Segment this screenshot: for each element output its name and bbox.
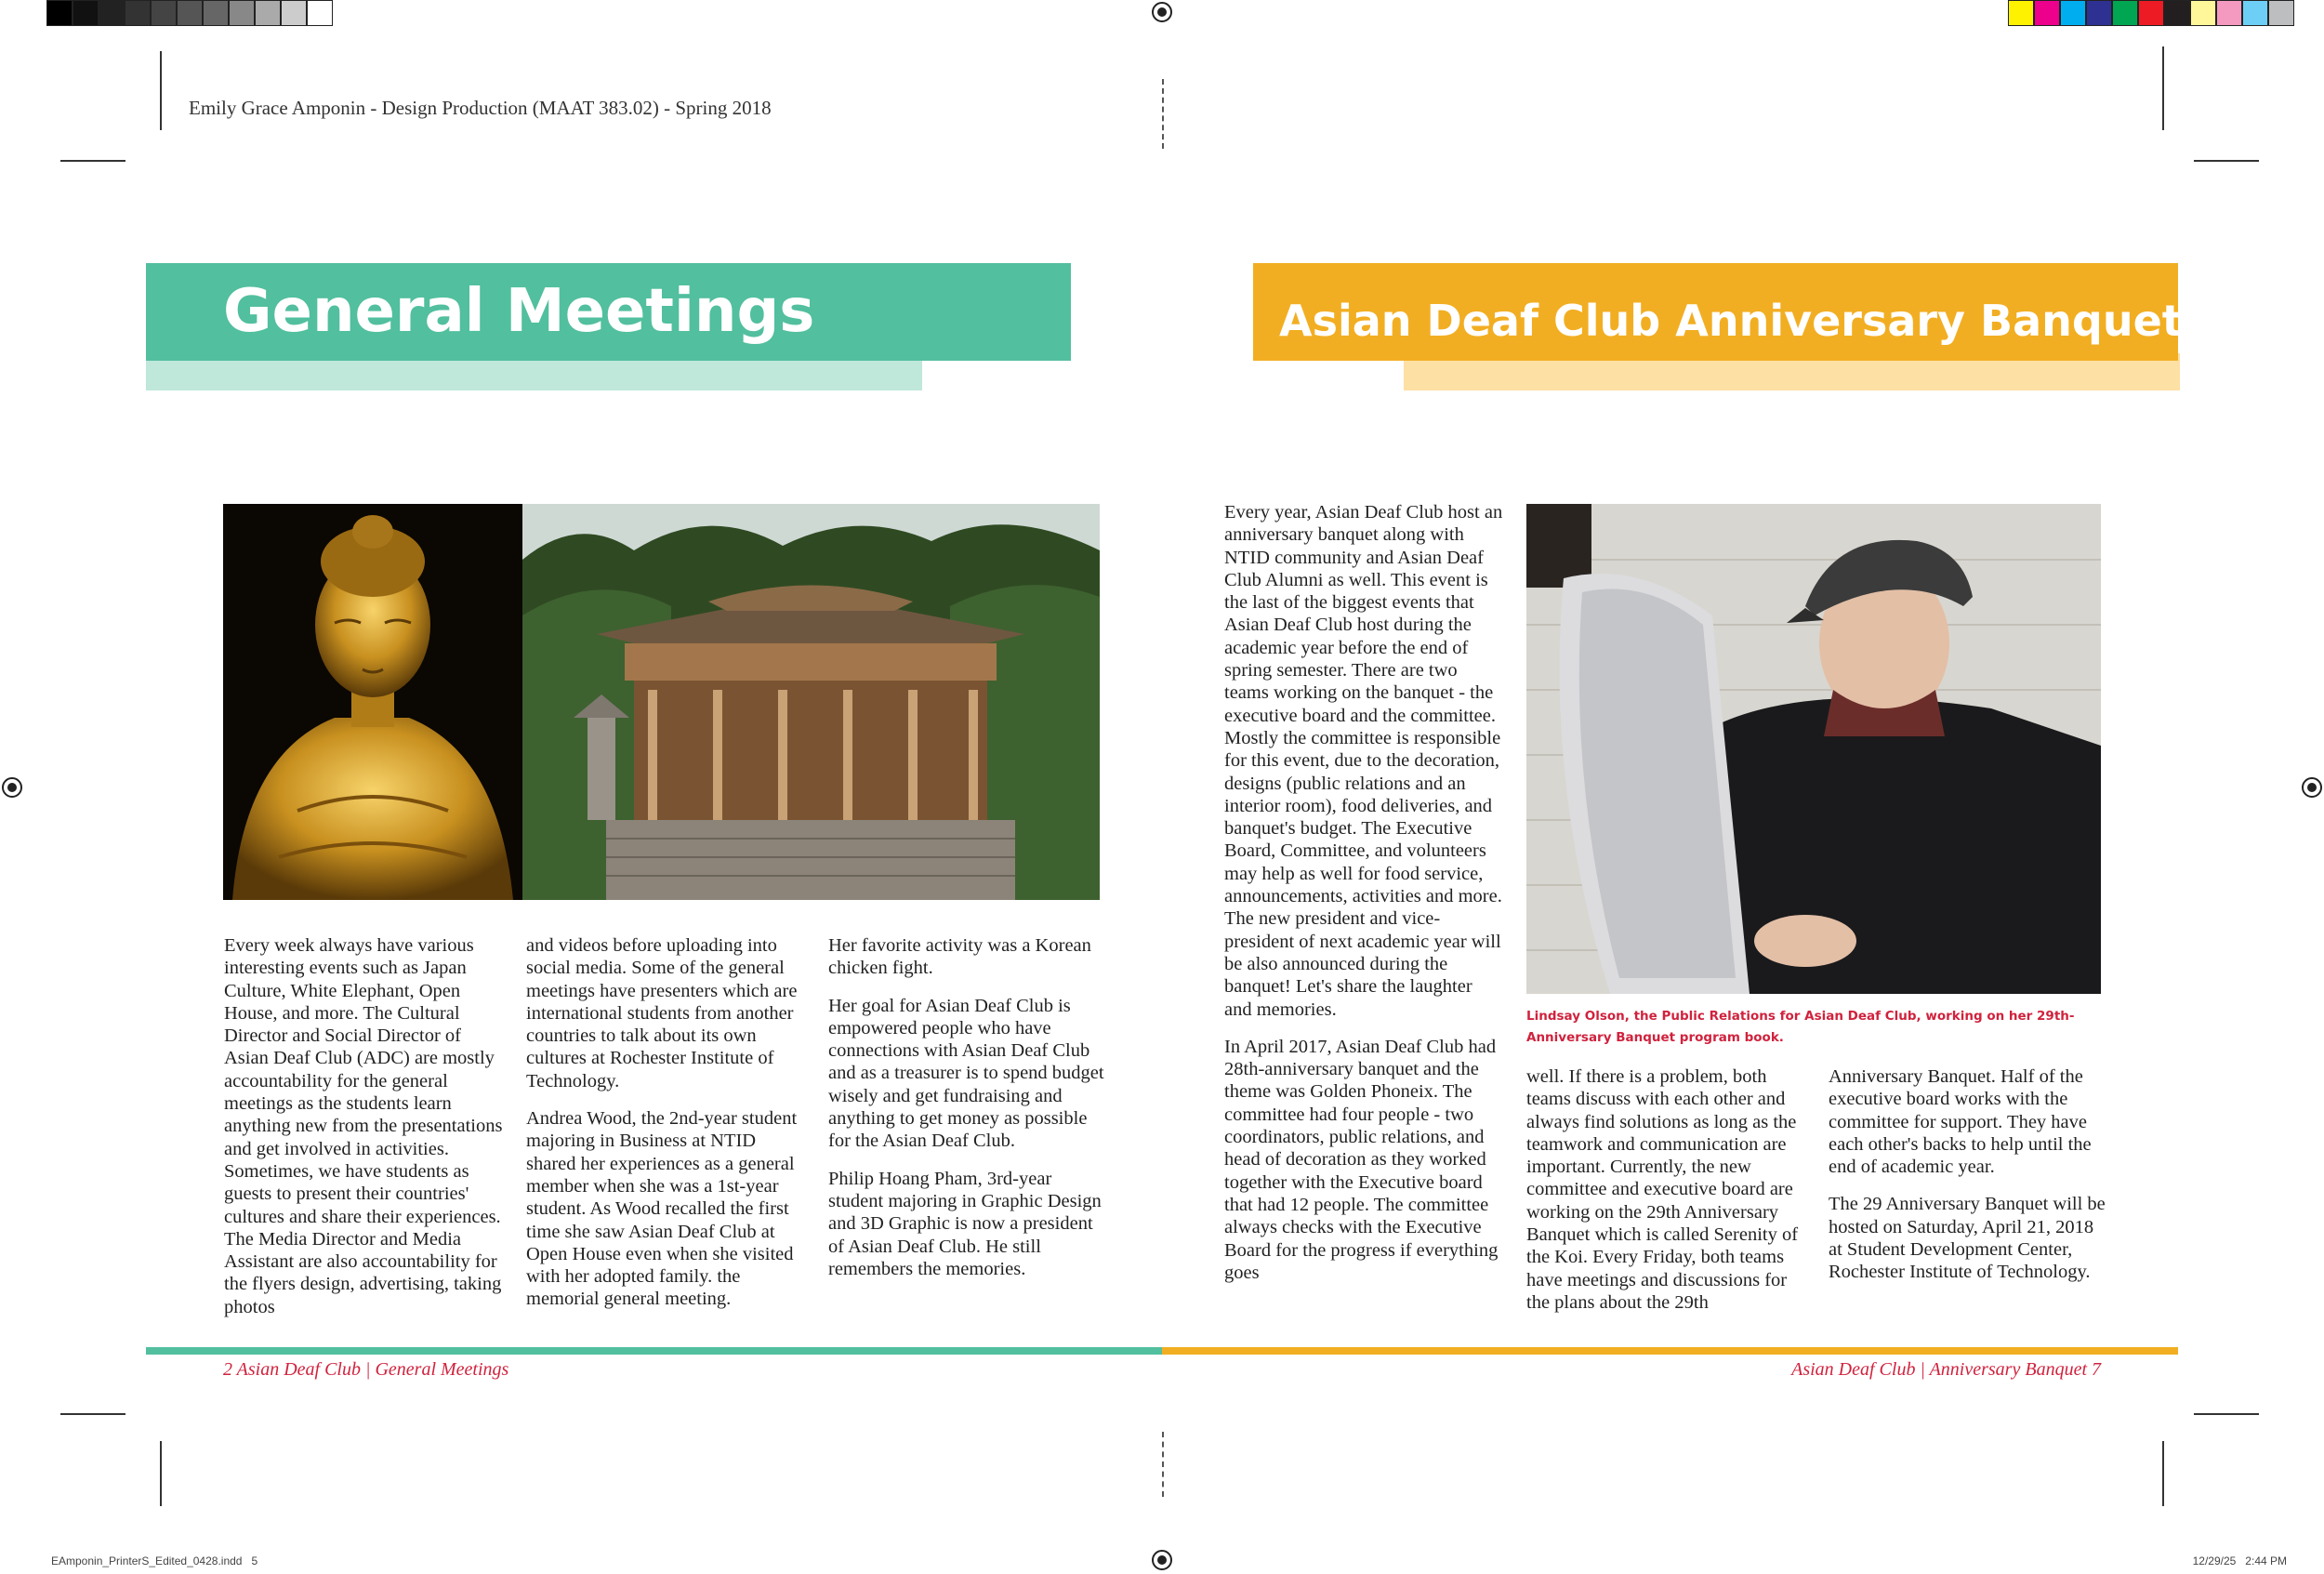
- buddha-photo: [223, 504, 522, 900]
- registration-mark-top: [1152, 2, 1172, 22]
- registration-mark-left: [2, 777, 22, 798]
- registration-mark-right: [2302, 777, 2322, 798]
- temple-photo: [522, 504, 1100, 900]
- left-page-title: General Meetings: [223, 277, 815, 346]
- paragraph: Andrea Wood, the 2nd-year student majoring in Business at NTID shared her experiences as a general member when she was a 1st-year student. As Wood recalled the first time she saw Asian Deaf Club at Open House even when she visited with her adopted family. the memorial general meeting.: [526, 1108, 798, 1310]
- left-column-1: [224, 934, 503, 1333]
- paragraph: The 29 Anniversary Banquet will be hosted on Saturday, April 21, 2018 at Student Development Center, Rochester Institute of Technology.: [1829, 1194, 2106, 1283]
- paragraph: Anniversary Banquet. Half of the executive board works with the committee for support. They have each other's backs to help until the end of academic year.: [1829, 1066, 2092, 1178]
- right-page-title: Asian Deaf Club Anniversary Banquet: [1279, 296, 2183, 346]
- buddha-illustration: [223, 504, 522, 900]
- paragraph: Her goal for Asian Deaf Club is empowered people who have connections with Asian Deaf Club and as a treasurer is to spend budget wisely and get fundraising and anything to get money as possible for the Asian Deaf Club.: [828, 995, 1104, 1152]
- slug-date: 12/29/25 2:44 PM: [2192, 1554, 2287, 1567]
- left-footer: 2 Asian Deaf Club | General Meetings: [223, 1359, 509, 1380]
- paragraph: Philip Hoang Pham, 3rd-year student majoring in Graphic Design and 3D Graphic is now a president of Asian Deaf Club. He still remembers the memories.: [828, 1168, 1102, 1279]
- paragraph: Her favorite activity was a Korean chicken fight.: [828, 935, 1091, 979]
- right-footer: Asian Deaf Club | Anniversary Banquet 7: [1791, 1359, 2101, 1380]
- laptop-photo: [1526, 504, 2101, 994]
- paragraph: Every week always have various interesting events such as Japan Culture, White Elephant, Open House, and more. The Cultural Director and Social Director of Asian Deaf Club (ADC) are mostly accountability for the general meetings as the students learn anything new from the presentations and get involved in activities. Sometimes, we have students as guests to present their countries' cultures and share their experiences. The Media Director and Media Assistant are also accountability for the flyers design, advertising, taking photos: [224, 935, 503, 1317]
- left-column-3: [828, 934, 1107, 1295]
- paragraph: well. If there is a problem, both teams discuss with each other and always find solutions as long as the teamwork and communication are important. Currently, the new committee and executive board are working on the 29th Anniversary Banquet which is called Serenity of the Koi. Every Friday, both teams have meetings and discussions for the plans about the 29th: [1526, 1066, 1799, 1313]
- running-head: Emily Grace Amponin - Design Production (MAAT 383.02) - Spring 2018: [189, 97, 772, 119]
- registration-mark-bottom: [1152, 1550, 1172, 1570]
- right-column-2: [1526, 1065, 1805, 1329]
- right-column-1: [1224, 501, 1503, 1299]
- paragraph: and videos before uploading into social media. Some of the general meetings have presenters which are international students from another countries to talk about its own cultures at Rochester Institute of Technology.: [526, 935, 798, 1091]
- left-footer-rule: [146, 1347, 1162, 1355]
- paragraph: In April 2017, Asian Deaf Club had 28th-anniversary banquet and the theme was Golden Phoneix. The committee had four people - two coordinators, public relations, and head of decoration as they worked together with the Executive board that had 12 people. The committee always checks with the Executive Board for the progress if everything goes: [1224, 1036, 1499, 1283]
- laptop-illustration: [1526, 504, 2101, 994]
- photo-caption: Lindsay Olson, the Public Relations for Asian Deaf Club, working on her 29th-Anniversary Banquet program book.: [1526, 1009, 2075, 1045]
- right-column-3: [1829, 1065, 2107, 1299]
- left-column-2: [526, 934, 805, 1326]
- paragraph: Every year, Asian Deaf Club host an anniversary banquet along with NTID community and Asian Deaf Club Alumni as well. This event is the last of the biggest events that Asian Deaf Club host during the academic year before the end of spring semester. There are two teams working on the banquet - the executive board and the committee. Mostly the committee is responsible for this event, due to the decoration, designs (public relations and an interior room), food deliveries, and banquet's budget. The Executive Board, Committee, and volunteers may help as well for food service, announcements, activities and more. The new president and vice-president of next academic year will be also announced during the banquet! Let's share the laughter and memories.: [1224, 502, 1503, 1020]
- right-footer-rule: [1162, 1347, 2178, 1355]
- slug-file: EAmponin_PrinterS_Edited_0428.indd 5: [51, 1554, 258, 1567]
- temple-illustration: [522, 504, 1100, 900]
